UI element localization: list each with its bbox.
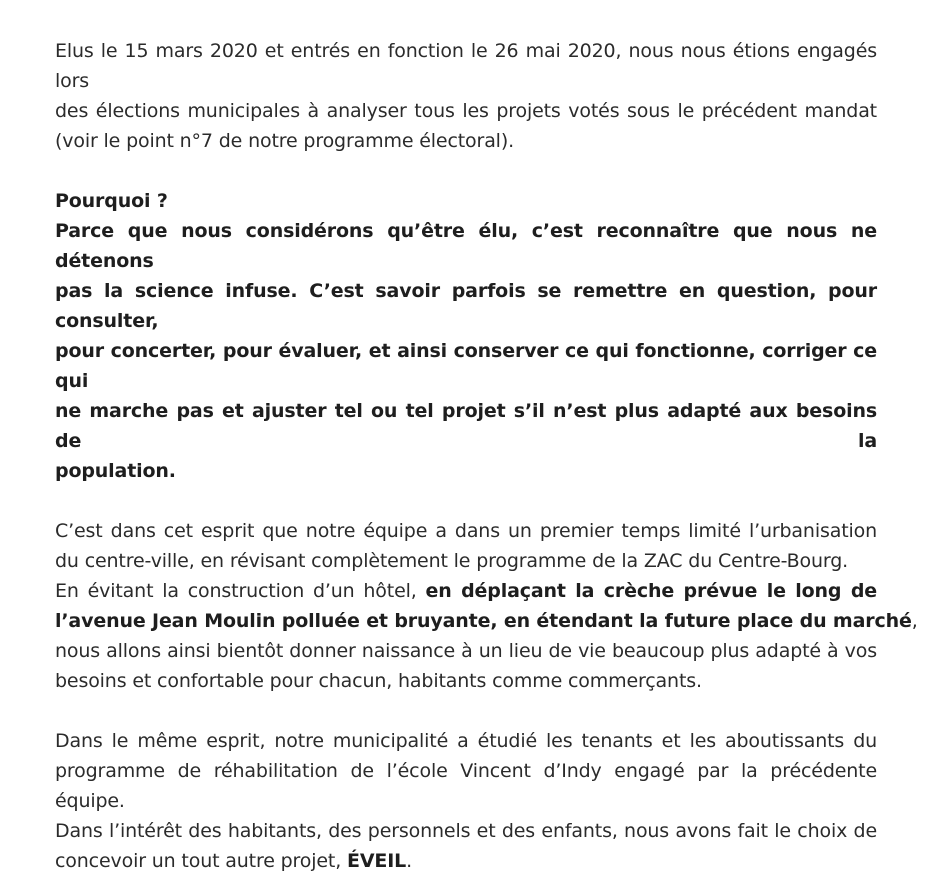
text-line: du centre-ville, en révisant complètement le programme de la ZAC du Centre-Bourg. [55, 550, 849, 572]
text-line: pour concerter, pour évaluer, et ainsi conserver ce qui fonctionne, corriger ce qui [55, 340, 877, 392]
document-body [55, 36, 918, 876]
text-line: Dans l’intérêt des habitants, des personnels et des enfants, nous avons fait le choix de [55, 820, 877, 842]
text-line: besoins et confortable pour chacun, habitants comme commerçants. [55, 670, 702, 692]
why-paragraph [55, 186, 877, 486]
project-name: ÉVEIL [347, 850, 407, 872]
text-line: C’est dans cet esprit que notre équipe a dans un premier temps limité l’urbanisation [55, 520, 877, 542]
text-run: concevoir un tout autre projet, [55, 850, 348, 872]
text-run: . [406, 850, 412, 872]
emphasis-text: en déplaçant la crèche prévue le long de [425, 580, 878, 602]
text-line: (voir le point n°7 de notre programme électoral). [55, 130, 514, 152]
section-heading: Pourquoi ? [55, 190, 168, 212]
text-line: nous allons ainsi bientôt donner naissance à un lieu de vie beaucoup plus adapté à vos [55, 640, 877, 662]
text-line [55, 846, 877, 876]
text-line: Parce que nous considérons qu’être élu, c’est reconnaître que nous ne détenons [55, 220, 877, 272]
text-line: pas la science infuse. C’est savoir parfois se remettre en question, pour consulter, [55, 280, 877, 332]
text-line: Elus le 15 mars 2020 et entrés en fonction le 26 mai 2020, nous nous étions engagés lors [55, 40, 877, 92]
centre-bourg-paragraph [55, 516, 918, 696]
text-line: équipe. [55, 790, 125, 812]
text-line [55, 576, 877, 606]
text-line: ne marche pas et ajuster tel ou tel projet s’il n’est plus adapté aux besoins de la [55, 400, 877, 452]
emphasis-text: l’avenue Jean Moulin polluée et bruyante, en étendant la future place du marché [55, 610, 912, 632]
text-line: population. [55, 460, 176, 482]
intro-paragraph [55, 36, 877, 156]
text-run: En évitant la construction d’un hôtel, [55, 580, 426, 602]
text-line: Dans le même esprit, notre municipalité a étudié les tenants et les aboutissants du [55, 730, 877, 752]
text-run: , [911, 610, 918, 632]
text-line: des élections municipales à analyser tous les projets votés sous le précédent mandat [55, 100, 877, 122]
text-line: programme de réhabilitation de l’école Vincent d’Indy engagé par la précédente [55, 760, 877, 782]
text-line [55, 606, 918, 636]
